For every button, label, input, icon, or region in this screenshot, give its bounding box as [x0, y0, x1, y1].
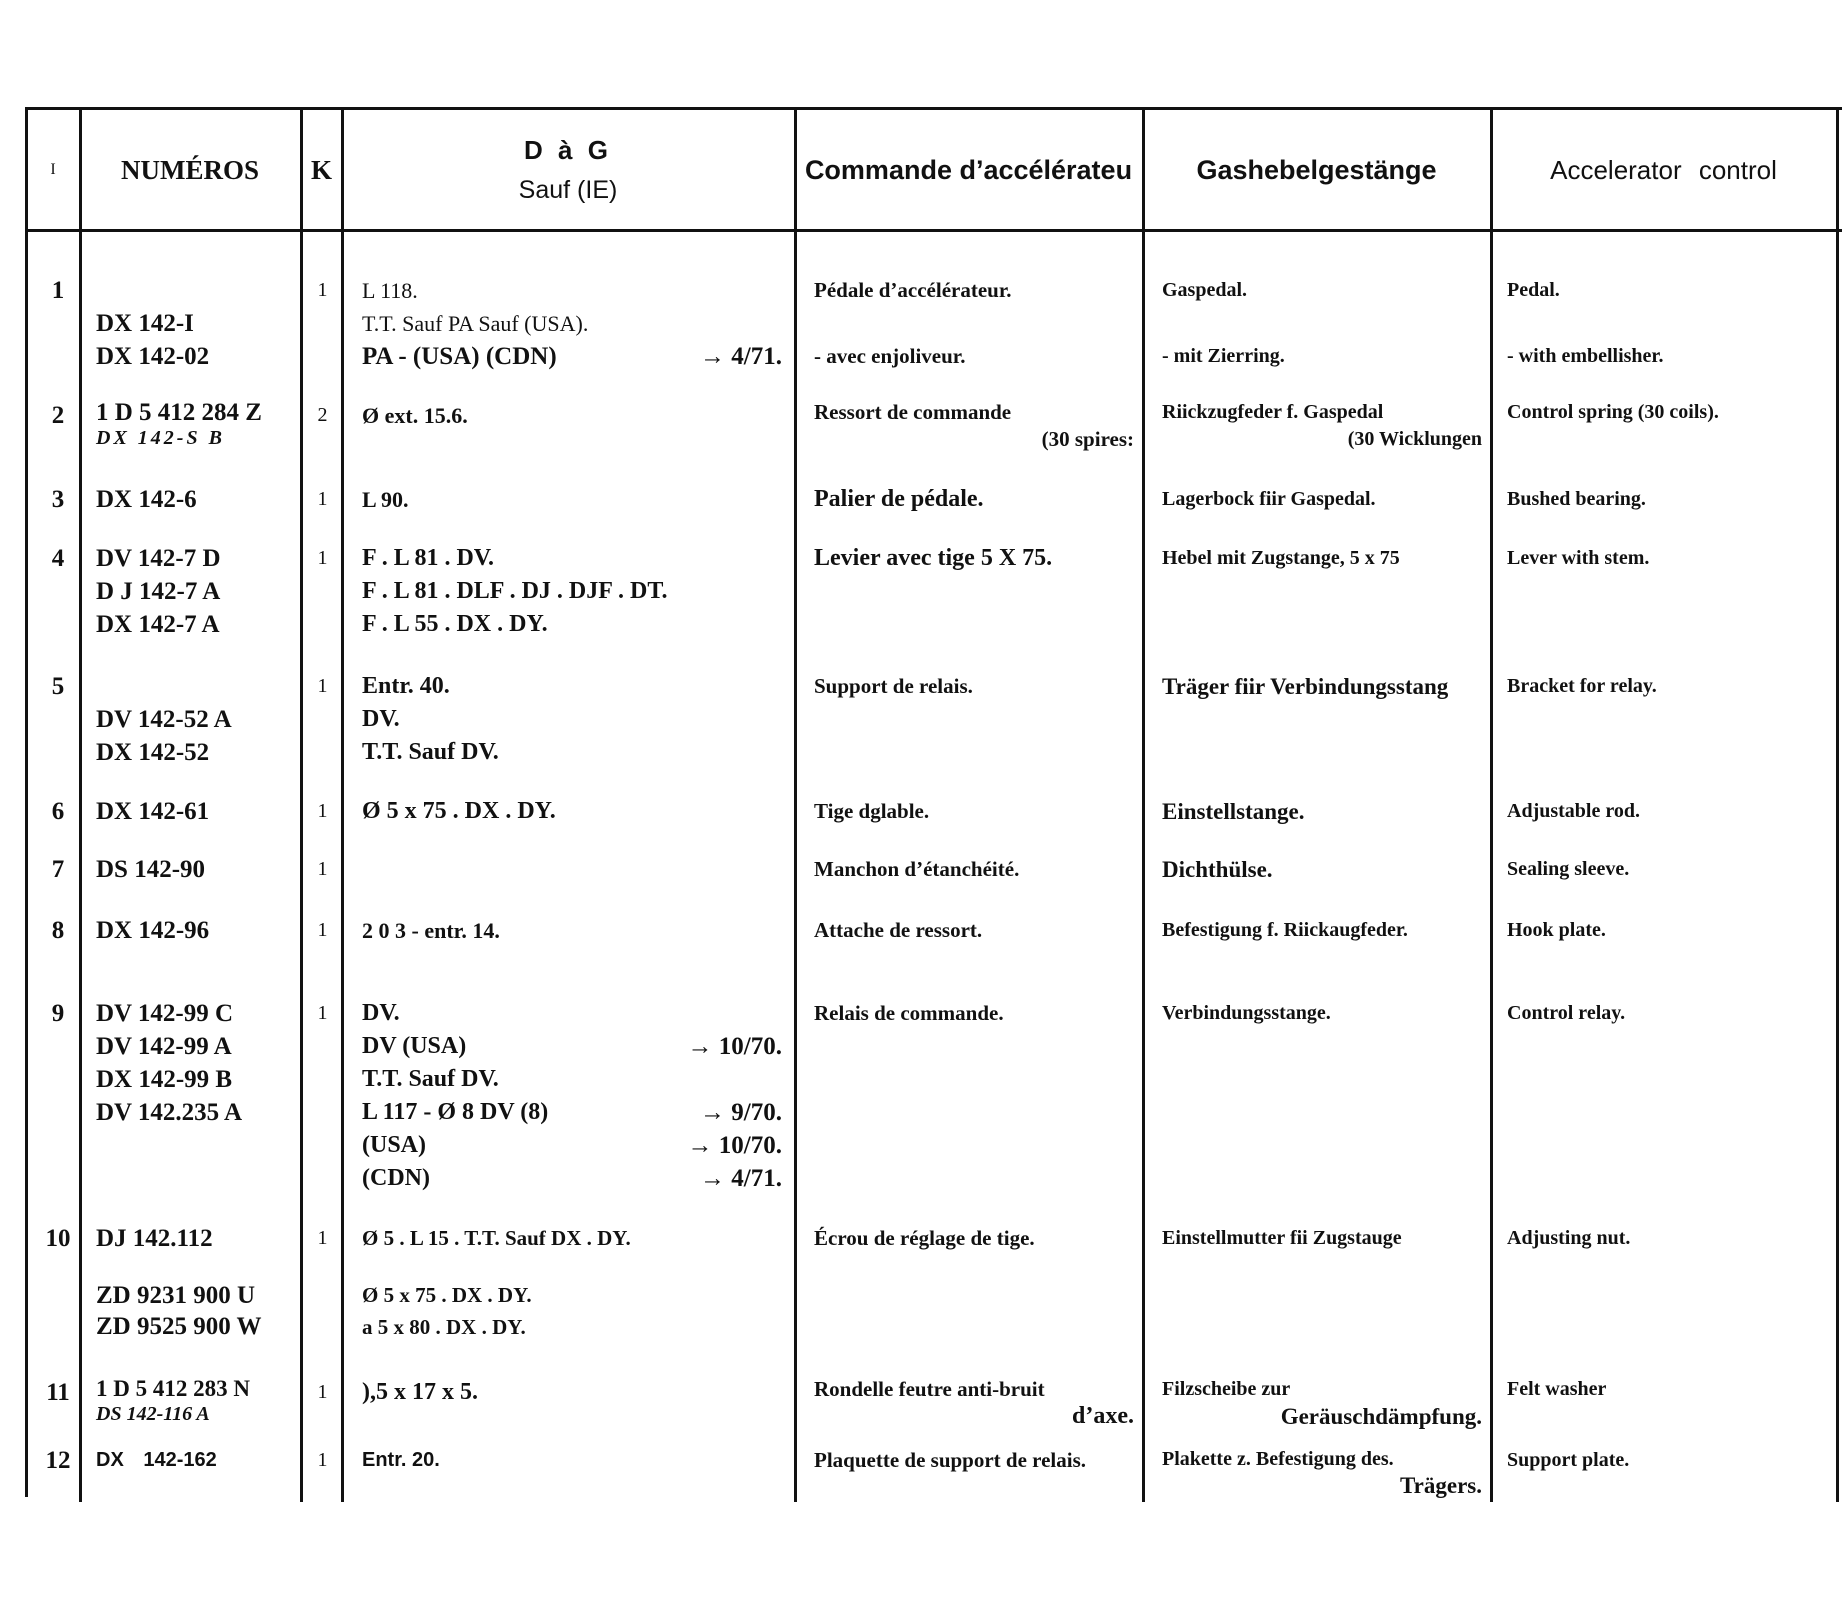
- quantity: 1: [317, 675, 328, 697]
- dag-line: L 117 - Ø 8 DV (8): [362, 1099, 549, 1125]
- part-number: DX 142-6: [96, 486, 197, 513]
- part-number: DX 142-99 B: [96, 1066, 233, 1093]
- row-number: 10: [45, 1225, 71, 1252]
- dag-line: T.T. Sauf PA Sauf (USA).: [362, 311, 589, 336]
- effective-date: → 9/70.: [700, 1099, 782, 1126]
- dag-notes: [362, 274, 782, 373]
- dag-line: F . L 81 . DV.: [362, 545, 495, 571]
- dag-notes: [362, 997, 782, 1195]
- description-line: - with embellisher.: [1507, 345, 1664, 367]
- german-description: [1162, 1447, 1482, 1499]
- dag-line: Entr. 20.: [362, 1449, 440, 1471]
- part-number: DS 142-90: [96, 856, 206, 883]
- header-french-text: Commande d’accélérateu: [804, 154, 1133, 185]
- english-description: Bracket for relay.: [1507, 675, 1657, 697]
- dag-line: DV (USA): [362, 1033, 467, 1059]
- english-description: Control relay.: [1507, 1002, 1626, 1024]
- english-description: [1507, 399, 1827, 426]
- dag-line: ),5 x 17 x 5.: [362, 1379, 478, 1405]
- quantity: 1: [317, 919, 328, 941]
- dag-line: Ø 5 x 75 . DX . DY.: [362, 798, 556, 824]
- french-description: [814, 1376, 1134, 1430]
- dag-line: T.T. Sauf DV.: [362, 1066, 499, 1092]
- english-description: Bushed bearing.: [1507, 488, 1646, 510]
- effective-date: → 4/71.: [700, 1165, 782, 1192]
- quantity: 1: [317, 547, 328, 569]
- header-dag-title: D à G: [524, 135, 612, 165]
- header-k-text: K: [310, 154, 332, 185]
- row-number: 1: [51, 277, 65, 304]
- header-german-text: Gashebelgestänge: [1196, 154, 1437, 185]
- header-german: [1145, 110, 1488, 230]
- part-number: ZD 9525 900 W: [96, 1313, 262, 1340]
- part-number: DX 142-96: [96, 917, 210, 944]
- french-description: Écrou de réglage de tige.: [814, 1226, 1035, 1250]
- part-numbers: [96, 542, 221, 641]
- row-number: 3: [51, 486, 65, 513]
- part-number: DV 142.235 A: [96, 1099, 243, 1126]
- english-description: [1507, 1447, 1827, 1474]
- english-description: [1507, 274, 1827, 373]
- german-description: Einstellstange.: [1162, 799, 1305, 824]
- english-description: Sealing sleeve.: [1507, 858, 1630, 880]
- french-description: Relais de commande.: [814, 1001, 1004, 1025]
- header-numeros: [82, 110, 298, 230]
- dag-line: Ø 5 . L 15 . T.T. Sauf DX . DY.: [362, 1226, 631, 1250]
- part-number: DV 142-99 A: [96, 1033, 232, 1060]
- english-description: Adjusting nut.: [1507, 1227, 1631, 1249]
- dag-line: Entr. 40.: [362, 673, 450, 699]
- part-number: 1 D 5 412 283 N: [96, 1376, 250, 1401]
- dag-line: DV.: [362, 706, 400, 732]
- header-french: [797, 110, 1140, 230]
- quantity: 1: [317, 1002, 328, 1024]
- part-number: DS 142-116 A: [96, 1403, 210, 1425]
- description-line: Control spring (30 coils).: [1507, 401, 1719, 423]
- description-line: Support plate.: [1507, 1449, 1630, 1471]
- row-number: 6: [51, 798, 65, 825]
- description-line: d’axe.: [1072, 1403, 1134, 1429]
- quantity: 1: [317, 1381, 328, 1403]
- german-description: Lagerbock fiir Gaspedal.: [1162, 488, 1376, 510]
- dag-line: 2 0 3 - entr. 14.: [362, 918, 500, 943]
- english-description: [1507, 1376, 1827, 1403]
- dag-notes: [362, 1222, 782, 1342]
- french-description: [814, 399, 1134, 453]
- col-border-4: [794, 107, 797, 1502]
- part-number: DX 142-S B: [96, 427, 225, 449]
- french-description: Manchon d’étanchéité.: [814, 857, 1020, 881]
- effective-date: → 4/71.: [700, 343, 782, 370]
- col-border-5: [1142, 107, 1145, 1502]
- dag-line: L 118.: [362, 278, 418, 303]
- part-numbers: [96, 1376, 250, 1426]
- french-description: Support de relais.: [814, 674, 973, 698]
- part-number: [96, 1255, 262, 1279]
- part-number: DX 142-52: [96, 739, 210, 766]
- effective-date: → 10/70.: [687, 1033, 782, 1060]
- french-description: [814, 1447, 1134, 1474]
- dag-line: DV.: [362, 1000, 400, 1026]
- dag-notes: [362, 399, 782, 432]
- part-number: D J 142-7 A: [96, 578, 221, 605]
- description-line: [814, 307, 1134, 340]
- dag-line: PA - (USA) (CDN): [362, 343, 557, 370]
- german-description: [1162, 1376, 1482, 1430]
- header-index: [28, 110, 78, 230]
- german-description: Befestigung f. Riickaugfeder.: [1162, 919, 1408, 941]
- quantity: 1: [317, 279, 328, 301]
- french-description: Levier avec tige 5 X 75.: [814, 545, 1053, 571]
- part-number: DV 142-7 D: [96, 545, 221, 572]
- row-number: 9: [51, 1000, 65, 1027]
- dag-line: T.T. Sauf DV.: [362, 739, 499, 765]
- description-line: (30 spires:: [1041, 427, 1134, 451]
- description-line: Geräuschdämpfung.: [1280, 1404, 1482, 1429]
- header-english: [1493, 110, 1834, 230]
- french-description: Palier de pédale.: [814, 486, 984, 512]
- part-number: ZD 9231 900 U: [96, 1282, 256, 1309]
- row-number: 8: [51, 917, 65, 944]
- description-line: Riickzugfeder f. Gaspedal: [1162, 401, 1384, 423]
- part-numbers: [96, 997, 242, 1129]
- col-border-3: [341, 107, 344, 1502]
- dag-line: Ø 5 x 75 . DX . DY.: [362, 1283, 532, 1307]
- description-line: - mit Zierring.: [1162, 345, 1285, 367]
- header-english-text: Accelerator control: [1550, 154, 1777, 185]
- dag-notes: [362, 670, 782, 769]
- part-number: [96, 670, 232, 703]
- quantity: 2: [317, 404, 328, 426]
- german-description: Hebel mit Zugstange, 5 x 75: [1162, 547, 1400, 569]
- part-numbers: [96, 1222, 262, 1342]
- dag-line: (CDN): [362, 1165, 430, 1191]
- dag-line: a 5 x 80 . DX . DY.: [362, 1315, 526, 1339]
- part-number: DX 142-7 A: [96, 611, 220, 638]
- description-line: Filzscheibe zur: [1162, 1378, 1291, 1400]
- german-description: Dichthülse.: [1162, 857, 1273, 882]
- description-line: Plaquette de support de relais.: [814, 1448, 1087, 1472]
- description-line: Trägers.: [1400, 1473, 1482, 1498]
- part-number: DV 142-52 A: [96, 706, 232, 733]
- row-number: 11: [46, 1379, 70, 1406]
- description-line: Pédale d’accélérateur.: [814, 278, 1012, 302]
- german-description: Träger fiir Verbindungsstang: [1162, 674, 1449, 699]
- part-number: DV 142-99 C: [96, 1000, 234, 1027]
- english-description: Lever with stem.: [1507, 547, 1650, 569]
- description-line: Gaspedal.: [1162, 279, 1248, 301]
- part-number: DX 142-I: [96, 310, 194, 337]
- header-k: [303, 110, 340, 230]
- row-number: 5: [51, 673, 65, 700]
- header-numeros-text: NUMÉROS: [120, 154, 259, 185]
- row-number: 2: [51, 402, 65, 429]
- header-dag: [344, 110, 792, 230]
- header-index-text: I: [50, 161, 56, 178]
- col-border-7: [1836, 107, 1839, 1502]
- dag-notes: [362, 542, 782, 641]
- dag-line: F . L 55 . DX . DY.: [362, 611, 548, 637]
- english-description: Hook plate.: [1507, 919, 1606, 941]
- row-number: 7: [51, 856, 65, 883]
- description-line: (30 Wicklungen: [1347, 428, 1482, 450]
- part-number: [96, 274, 209, 307]
- part-number: DX 142-61: [96, 798, 210, 825]
- german-description: [1162, 399, 1482, 453]
- row-number: 12: [45, 1447, 71, 1474]
- part-numbers: [96, 670, 232, 769]
- part-number: DX 142-02: [96, 343, 210, 370]
- part-number: DJ 142.112: [96, 1225, 213, 1252]
- part-numbers: [96, 274, 209, 373]
- description-line: Rondelle feutre anti-bruit: [814, 1377, 1045, 1401]
- description-line: - avec enjoliveur.: [814, 344, 966, 368]
- description-line: Plakette z. Befestigung des.: [1162, 1448, 1394, 1470]
- dag-line: F . L 81 . DLF . DJ . DJF . DT.: [362, 578, 668, 604]
- description-line: [1162, 307, 1482, 340]
- german-description: [1162, 274, 1482, 373]
- dag-line: Ø ext. 15.6.: [362, 403, 468, 428]
- dag-line: [362, 1255, 782, 1279]
- description-line: [1507, 307, 1827, 340]
- col-border-6: [1490, 107, 1493, 1502]
- dag-line: L 90.: [362, 487, 409, 512]
- french-description: Tige dglable.: [814, 799, 930, 823]
- col-border-2: [300, 107, 303, 1502]
- french-description: Attache de ressort.: [814, 918, 983, 942]
- dag-line: (USA): [362, 1132, 426, 1158]
- quantity: 1: [317, 1449, 328, 1471]
- description-line: Felt washer: [1507, 1378, 1607, 1400]
- description-line: Ressort de commande: [814, 400, 1012, 424]
- part-number: 1 D 5 412 284 Z: [96, 399, 262, 426]
- english-description: Adjustable rod.: [1507, 800, 1640, 822]
- quantity: 1: [317, 858, 328, 880]
- german-description: Einstellmutter fii Zugstauge: [1162, 1227, 1402, 1249]
- row-number: 4: [51, 545, 65, 572]
- quantity: 1: [317, 1227, 328, 1249]
- description-line: Pedal.: [1507, 279, 1560, 301]
- french-description: [814, 274, 1134, 373]
- part-numbers: [96, 399, 262, 450]
- german-description: Verbindungsstange.: [1162, 1002, 1331, 1024]
- part-number: DX 142-162: [96, 1449, 217, 1471]
- quantity: 1: [317, 800, 328, 822]
- effective-date: → 10/70.: [687, 1132, 782, 1159]
- quantity: 1: [317, 488, 328, 510]
- header-dag-subtitle: Sauf (IE): [518, 176, 618, 204]
